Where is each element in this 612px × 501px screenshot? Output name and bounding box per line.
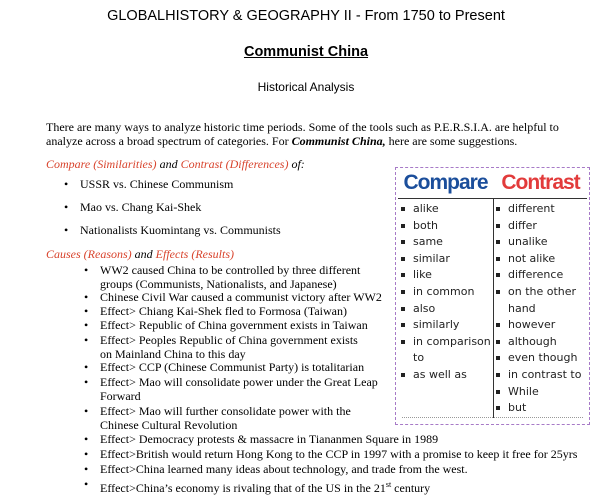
cause-effect-item: • Effect>British would return Hong Kong to the CCP in 1997 with a promise to keep it free for 25yrs xyxy=(84,447,578,461)
contrast-word: While xyxy=(496,384,539,401)
compare-title: Compare xyxy=(403,171,488,194)
cause-effect-item: • WW2 caused China to be controlled by three different groups (Communists, Nationalists, and Japanese) xyxy=(84,263,361,291)
compare-label: Compare (Similarities) xyxy=(46,157,157,171)
intro-paragraph xyxy=(46,121,576,148)
square-bullet-icon xyxy=(401,290,405,294)
compare-word: similarly xyxy=(401,317,459,334)
square-bullet-icon xyxy=(496,373,500,377)
contrast-word: but xyxy=(496,400,526,417)
contrast-title: Contrast xyxy=(501,171,580,194)
heading-suffix: of: xyxy=(288,157,305,171)
compare-word: as well as xyxy=(401,367,467,384)
compare-word: to xyxy=(413,351,425,365)
contrast-word: however xyxy=(496,317,555,334)
square-bullet-icon xyxy=(401,340,405,344)
square-bullet-icon xyxy=(401,273,405,277)
cause-effect-item: • Effect>China learned many ideas about technology, and trade from the west. xyxy=(84,462,468,476)
square-bullet-icon xyxy=(401,373,405,377)
square-bullet-icon xyxy=(401,323,405,327)
square-bullet-icon xyxy=(496,207,500,211)
square-bullet-icon xyxy=(496,406,500,410)
square-bullet-icon xyxy=(401,224,405,228)
compare-item: • Mao vs. Chang Kai-Shek xyxy=(64,200,202,214)
contrast-word: hand xyxy=(508,301,536,315)
cause-effect-item: • Effect> Mao will further consolidate power with the Chinese Cultural Revolution xyxy=(84,404,351,432)
square-bullet-icon xyxy=(496,257,500,261)
compare-word: alike xyxy=(401,201,439,218)
compare-item: • Nationalists Kuomintang vs. Communists xyxy=(64,223,281,237)
cause-effect-item: • Effect> Peoples Republic of China government exists on Mainland China to this day xyxy=(84,333,358,361)
square-bullet-icon xyxy=(496,390,500,394)
contrast-word: not alike xyxy=(496,251,555,268)
cause-effect-item: • Chinese Civil War caused a communist victory after WW2 xyxy=(84,290,382,304)
box-column-divider xyxy=(493,198,494,418)
compare-word: also xyxy=(401,301,435,318)
document-subtitle: Historical Analysis xyxy=(257,80,355,94)
box-footer xyxy=(402,417,583,421)
square-bullet-icon xyxy=(401,257,405,261)
intro-text-end: here are some suggestions. xyxy=(385,133,518,148)
square-bullet-icon xyxy=(496,273,500,277)
square-bullet-icon xyxy=(401,207,405,211)
compare-contrast-box xyxy=(395,167,590,425)
compare-word: both xyxy=(401,218,438,235)
heading-joiner: and xyxy=(131,247,156,261)
document-title: Communist China xyxy=(243,44,369,60)
compare-item: • USSR vs. Chinese Communism xyxy=(64,177,234,191)
square-bullet-icon xyxy=(401,240,405,244)
square-bullet-icon xyxy=(496,240,500,244)
intro-text-start: There are many ways to analyze historic time periods. Some of the tools such as P.E.R.S.I.A. are helpful to analyze across a broad spectrum of categories. For xyxy=(46,120,559,148)
contrast-label: Contrast (Differences) xyxy=(180,157,289,171)
compare-word: in comparison xyxy=(401,334,491,351)
contrast-word: in contrast to xyxy=(496,367,581,384)
contrast-word: differ xyxy=(496,218,537,235)
contrast-word: different xyxy=(496,201,555,218)
cause-effect-item: • Effect> Republic of China government exists in Taiwan xyxy=(84,318,368,332)
compare-word: in common xyxy=(401,284,474,301)
compare-contrast-heading xyxy=(46,157,305,172)
square-bullet-icon xyxy=(496,323,500,327)
compare-word: same xyxy=(401,234,443,251)
causes-effects-heading xyxy=(46,247,234,262)
contrast-word: on the other xyxy=(496,284,576,301)
cause-effect-item: • Effect> Democracy protests & massacre in Tiananmen Square in 1989 xyxy=(84,432,439,446)
square-bullet-icon xyxy=(496,224,500,228)
contrast-word: although xyxy=(496,334,557,351)
cause-effect-item: • Effect> Chiang Kai-Shek fled to Formosa (Taiwan) xyxy=(84,304,347,318)
cause-effect-item: • Effect> CCP (Chinese Communist Party) is totalitarian xyxy=(84,360,365,374)
contrast-word: even though xyxy=(496,350,577,367)
course-title: GLOBALHISTORY & GEOGRAPHY II - From 1750 to Present xyxy=(107,8,505,24)
compare-word: like xyxy=(401,267,432,284)
cause-effect-item: • Effect>China’s economy is rivaling that of the US in the 21st century xyxy=(84,477,431,495)
square-bullet-icon xyxy=(496,356,500,360)
square-bullet-icon xyxy=(496,340,500,344)
square-bullet-icon xyxy=(496,290,500,294)
intro-emphasis: Communist China, xyxy=(291,133,386,148)
compare-word: similar xyxy=(401,251,450,268)
heading-joiner: and xyxy=(156,157,181,171)
cause-effect-item: • Effect> Mao will consolidate power under the Great Leap Forward xyxy=(84,375,378,403)
effects-label: Effects (Results) xyxy=(155,247,234,261)
contrast-word: difference xyxy=(496,267,563,284)
contrast-word: unalike xyxy=(496,234,548,251)
causes-label: Causes (Reasons) xyxy=(46,247,132,261)
square-bullet-icon xyxy=(401,307,405,311)
